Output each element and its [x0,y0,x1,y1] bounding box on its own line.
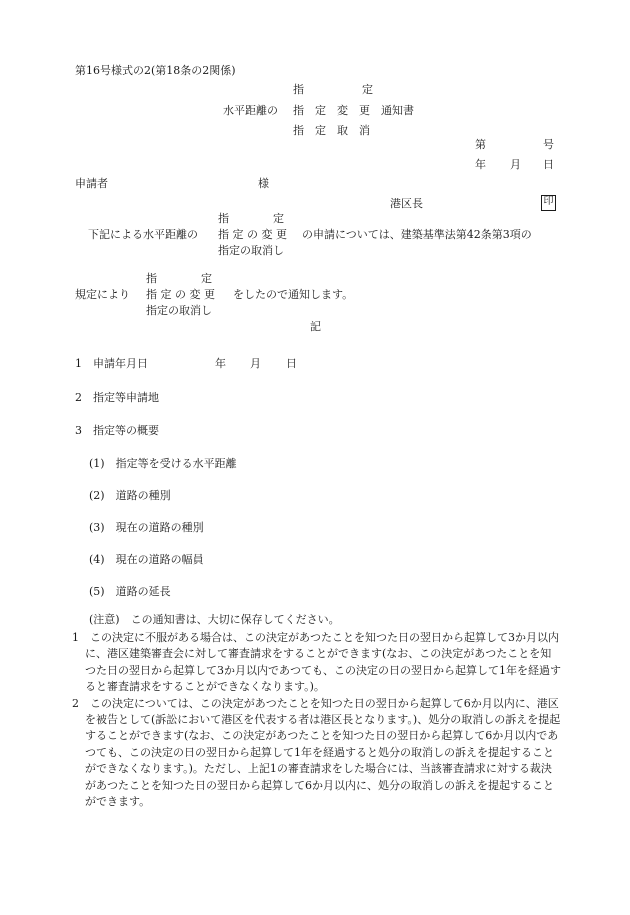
form-label: 第16号様式の2(第18条の2関係) [75,64,236,77]
title-option-change: 指 定 変 更 通知書 [293,104,414,117]
body2-suffix: をしたので通知します。 [233,288,354,301]
seal-stamp: 印 [541,195,556,211]
item-application-site: 2 指定等申請地 [75,391,159,404]
body1-option-change: 指 定 の 変 更 [218,228,287,241]
item-date-month: 月 [250,357,261,370]
body2-option-cancel: 指定の取消し [146,304,212,317]
sub-item: (1) 指定等を受ける水平距離 [89,457,237,470]
applicant-label: 申請者 [75,177,108,190]
issuer-name: 港区長 [390,197,423,210]
body1-prefix: 下記による水平距離の [88,228,198,241]
item-application-date: 1 申請年月日 [75,357,148,370]
date-day: 日 [543,158,554,171]
ki-heading: 記 [310,320,321,333]
body1-suffix: の申請については、建築基準法第42条第3項の [302,228,532,241]
title-prefix: 水平距離の [223,104,278,117]
item-date-year: 年 [215,357,226,370]
notes-heading: (注意) この通知書は、大切に保存してください。 [89,613,340,626]
body2-option-change: 指 定 の 変 更 [146,288,215,301]
date-year: 年 [475,158,486,171]
item-overview: 3 指定等の概要 [75,424,159,437]
sub-item: (2) 道路の種別 [89,489,171,502]
date-month: 月 [510,158,521,171]
item-date-day: 日 [286,357,297,370]
notes-body [72,630,562,810]
title-option-designation: 指 定 [293,83,374,96]
sub-item: (5) 道路の延長 [89,585,171,598]
title-option-cancel: 指 定 取 消 [293,124,370,137]
sub-item: (4) 現在の道路の幅員 [89,553,204,566]
body2-option-designation: 指 定 [146,272,212,285]
applicant-honorific: 様 [258,177,269,190]
note-paragraph: 2 この決定については、この決定があつたことを知つた日の翌日から起算して6か月以内に、港区を被告として(訴訟において港区を代表する者は港区長となります。)、処分の取消しの訴えを提起することができます(なお、この決定があつたことを知つた日の翌日から起算して6か月以内であつても、この決定の日の翌日から起算して1年を経過すると処分の取消しの訴えを提起することができなくなります。)。ただし、上記1の審査請求をした場合には、当該審査請求に対する裁決があつたことを知つた日の翌日から起算して6か月以内に、処分の取消しの訴えを提起することができます。 [72,696,561,809]
number-label: 第 [475,138,486,151]
sub-item: (3) 現在の道路の種別 [89,521,204,534]
note-paragraph: 1 この決定に不服がある場合は、この決定があつたことを知つた日の翌日から起算して3か月以内に、港区建築審査会に対して審査請求をすることができます(なお、この決定があつたことを知つた日の翌日から起算して3か月以内であつても、この決定の日の翌日から起算して1年を経過すると審査請求をすることができなくなります。)。 [72,631,561,694]
body2-prefix: 規定により [75,288,130,301]
body1-option-cancel: 指定の取消し [218,244,284,257]
number-suffix: 号 [543,138,554,151]
body1-option-designation: 指 定 [218,212,284,225]
